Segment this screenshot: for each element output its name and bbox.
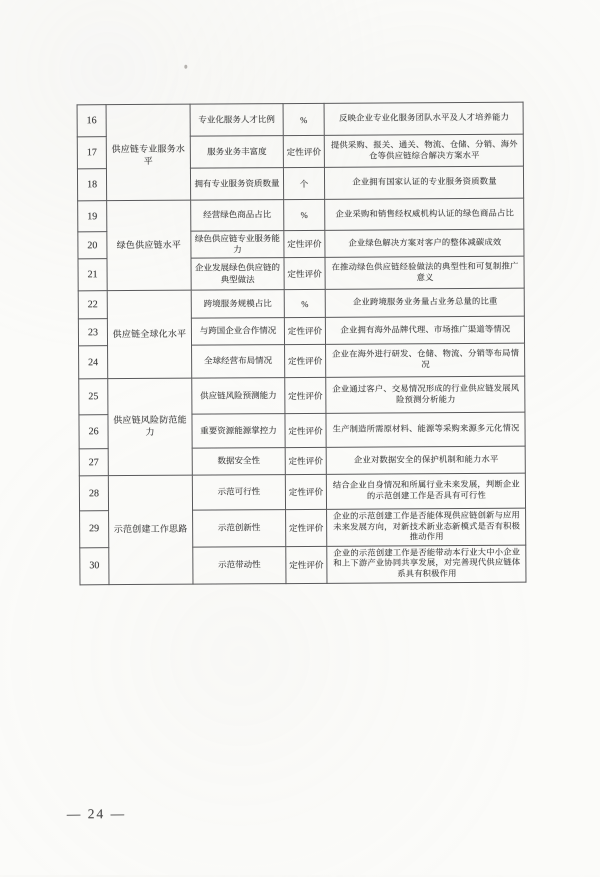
description-cell: 在推动绿色供应链经验做法的典型性和可复制推广意义 — [325, 256, 524, 289]
description-cell: 企业的示范创建工作是否能体现供应链创新与应用未来发展方向，对新技术新业态新模式是否有积极推动作用 — [327, 508, 526, 546]
unit-cell: 定性评价 — [285, 413, 326, 447]
unit-cell: 定性评价 — [285, 447, 326, 474]
row-number-cell: 16 — [77, 105, 106, 137]
description-cell: 企业对数据安全的保护机制和能力水平 — [326, 446, 525, 474]
row-number-cell: 28 — [79, 476, 108, 511]
row-number-cell: 24 — [79, 346, 108, 379]
indicator-cell: 与跨国企业合作情况 — [191, 318, 284, 346]
row-number-cell: 27 — [79, 449, 108, 476]
indicator-cell: 专业化服务人才比例 — [190, 104, 283, 137]
category-cell: 绿色供应链水平 — [107, 200, 192, 291]
category-cell: 供应链专业服务水平 — [106, 104, 191, 201]
indicator-cell: 示范创新性 — [193, 510, 286, 547]
description-cell: 企业跨境服务业务量占业务总量的比重 — [325, 288, 524, 317]
table-row — [78, 198, 524, 232]
row-number-cell: 18 — [77, 169, 106, 201]
row-number-cell: 17 — [77, 137, 106, 169]
indicator-cell: 示范可行性 — [192, 475, 285, 511]
unit-cell: 定性评价 — [284, 230, 325, 257]
row-number-cell: 30 — [80, 548, 109, 585]
table-row — [78, 288, 524, 319]
indicator-cell: 供应链风险预测能力 — [192, 378, 285, 415]
indicator-cell: 数据安全性 — [192, 448, 285, 476]
row-number-cell: 26 — [79, 415, 108, 449]
row-number-cell: 20 — [78, 232, 107, 259]
page-number: — 24 — — [66, 806, 127, 822]
unit-cell: 定性评价 — [284, 317, 325, 344]
unit-cell: 定性评价 — [285, 474, 326, 509]
indicator-cell: 经营绿色商品占比 — [191, 200, 284, 232]
description-cell: 生产制造所需原材料、能源等采购来源多元化情况 — [326, 412, 525, 447]
description-cell: 企业的示范创建工作是否能带动本行业大中小企业和上下游产业协同共享发展，对完善现代供应链体系具有积极作用 — [327, 545, 526, 583]
description-cell: 反映企业专业化服务团队水平及人才培养能力 — [324, 102, 523, 135]
indicator-cell: 重要资源能源掌控力 — [192, 414, 285, 449]
description-cell: 企业绿色解决方案对客户的整体减碳成效 — [325, 229, 524, 257]
unit-cell: 定性评价 — [284, 257, 325, 289]
description-cell: 结合企业自身情况和所属行业未来发展，判断企业的示范创建工作是否具有可行性 — [326, 473, 525, 509]
unit-cell: 定性评价 — [286, 546, 327, 583]
description-cell: 企业在海外进行研发、仓储、物流、分销等布局情况 — [326, 343, 525, 377]
description-cell: 提供采购、报关、通关、物流、仓储、分销、海外仓等供应链综合解决方案水平 — [324, 134, 523, 167]
evaluation-indicator-table — [77, 102, 527, 585]
indicator-cell: 跨境服务规模占比 — [191, 290, 284, 319]
indicator-cell: 绿色供应链专业服务能力 — [191, 231, 284, 259]
unit-cell: 定性评价 — [286, 509, 327, 546]
category-cell: 供应链全球化水平 — [107, 290, 192, 379]
row-number-cell: 22 — [78, 291, 107, 319]
description-cell: 企业拥有海外品牌代理、市场推广渠道等情况 — [325, 316, 524, 344]
table-row — [79, 376, 525, 415]
row-number-cell: 19 — [78, 201, 107, 232]
unit-cell: % — [283, 103, 324, 135]
description-cell: 企业采购和销售经权威机构认证的绿色商品占比 — [325, 198, 524, 230]
row-number-cell: 21 — [78, 259, 107, 291]
indicator-cell: 拥有专业服务资质数量 — [190, 168, 283, 201]
unit-cell: 定性评价 — [285, 344, 326, 377]
indicator-cell: 服务业务丰富度 — [190, 136, 283, 169]
scan-artifact-dot — [184, 65, 187, 69]
row-number-cell: 23 — [78, 319, 107, 346]
unit-cell: % — [284, 289, 325, 317]
table-row — [77, 102, 523, 137]
unit-cell: 个 — [283, 167, 324, 199]
category-cell: 供应链风险防范能力 — [108, 378, 193, 476]
row-number-cell: 25 — [79, 379, 108, 415]
category-cell: 示范创建工作思路 — [108, 475, 193, 584]
unit-cell: 定性评价 — [285, 377, 326, 413]
description-cell: 企业通过客户、交易情况形成的行业供应链发展风险预测分析能力 — [326, 376, 525, 413]
table-row — [79, 473, 525, 511]
indicator-cell: 示范带动性 — [193, 546, 286, 583]
indicator-cell: 企业发展绿色供应链的典型做法 — [191, 258, 284, 291]
row-number-cell: 29 — [80, 511, 109, 548]
indicator-cell: 全球经营布局情况 — [192, 345, 285, 379]
unit-cell: 定性评价 — [283, 135, 324, 167]
description-cell: 企业拥有国家认证的专业服务资质数量 — [324, 166, 523, 199]
unit-cell: % — [284, 199, 325, 230]
